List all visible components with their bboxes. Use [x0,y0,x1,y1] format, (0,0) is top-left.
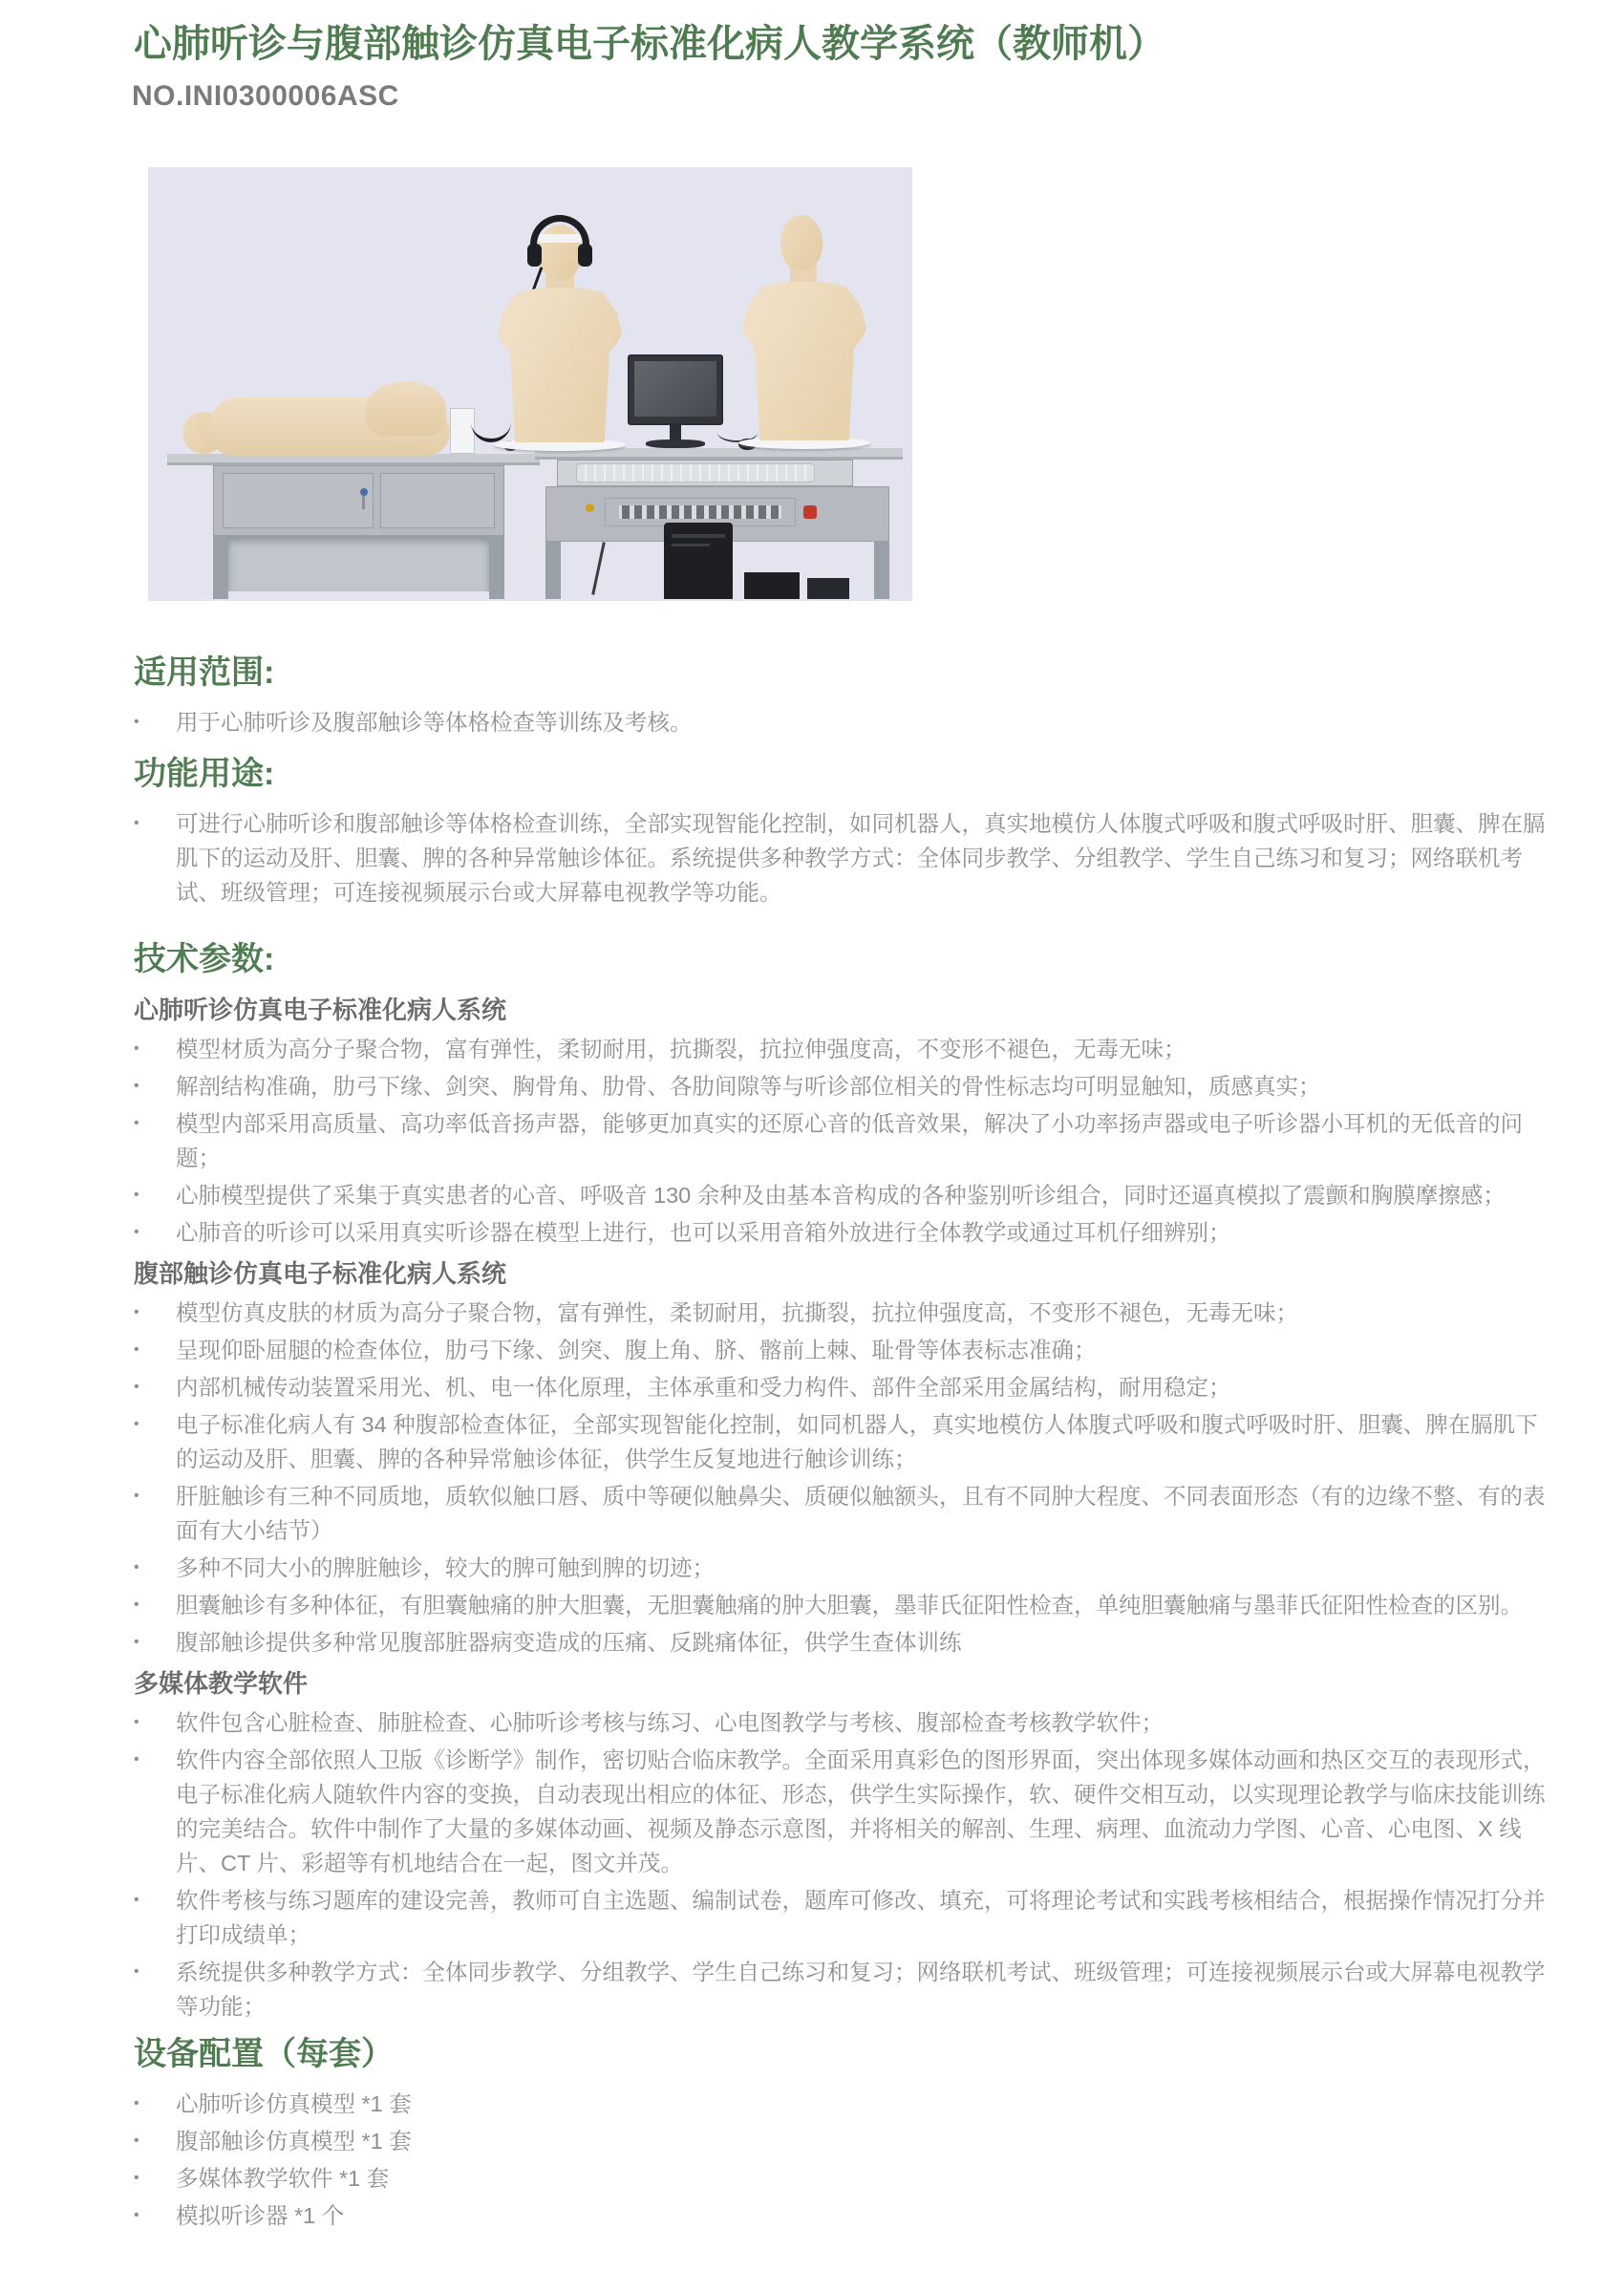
bullet-text: 呈现仰卧屈腿的检查体位，肋弓下缘、剑突、腹上角、脐、髂前上棘、耻骨等体表标志准确； [176,1338,1097,1362]
bullet-dot: • [134,1963,139,1980]
bullet-dot: • [134,1187,139,1203]
bullet-item [134,1551,1546,1585]
bullet-item [134,1705,1546,1740]
left-desk-drawer-2 [380,473,495,528]
section-heading: 适用范围: [134,654,275,691]
keyboard [576,463,815,482]
bullet-dot: • [134,1751,139,1768]
headphones-earcup-left [527,244,542,267]
bullet-text: 心肺音的听诊可以采用真实听诊器在模型上进行，也可以采用音箱外放进行全体教学或通过耳机仔细辨别； [176,1220,1231,1245]
product-photo [148,167,912,601]
bullet-text: 软件包含心脏检查、肺脏检查、心肺听诊考核与练习、心电图教学与考核、腹部检查考核教学软件； [176,1710,1164,1735]
bullet-item [134,1215,1546,1250]
bullet-dot: • [134,1488,139,1504]
drawer-key [362,496,365,509]
bullet-dot: • [134,2207,139,2223]
bullet-item [134,1955,1546,2024]
control-indicator-light [586,504,594,512]
bullet-item [134,1178,1546,1212]
bullet-dot: • [134,2095,139,2111]
bullet-item [134,806,1546,910]
bullet-item [134,1296,1546,1330]
speaker-box [744,572,800,599]
bullet-dot: • [134,1115,139,1131]
bullet-dot: • [134,1040,139,1057]
torso-mannequin-plain [742,282,866,440]
bullet-item [134,1883,1546,1952]
lying-mannequin-hip [366,381,446,437]
pc-tower-drive-slot [672,534,725,538]
bullet-text: 腹部触诊提供多种常见腹部脏器病变造成的压痛、反跳痛体征，供学生查体训练 [176,1630,962,1655]
headphones-earcup-right [578,244,592,267]
bullet-item [134,2087,1546,2121]
bullet-text: 多种不同大小的脾脏触诊，较大的脾可触到脾的切迹； [176,1555,715,1580]
bullet-dot: • [134,1634,139,1650]
section-heading: 功能用途: [134,756,275,792]
bullet-text: 模型材质为高分子聚合物，富有弹性，柔韧耐用，抗撕裂，抗拉伸强度高，不变形不褪色，无毒无味； [176,1037,1186,1061]
bullet-item [134,1069,1546,1104]
bullet-item [134,1106,1546,1175]
bullet-text: 心肺听诊仿真模型 *1 套 [176,2091,412,2116]
gooseneck-microphone [471,418,511,442]
section-heading: 技术参数: [134,941,275,977]
left-desk-leg-2 [489,536,504,599]
left-desk-shelf [228,536,489,591]
section-functions [134,753,1546,912]
bullet-text: 心肺模型提供了采集于真实患者的心音、呼吸音 130 余种及由基本音构成的各种鉴别听诊组合，同时还逼真模拟了震颤和胸膜摩擦感； [176,1183,1506,1208]
section-scope [134,652,1546,742]
torso2-head [780,215,823,270]
headphones-band-icon [530,215,589,247]
bullet-item [134,2198,1546,2233]
right-desk-leg [545,542,561,599]
bullet-item [134,1407,1546,1476]
model-number: NO.INI0300006ASC [132,80,399,112]
bullet-item [134,1032,1546,1066]
bullet-text: 多媒体教学软件 *1 套 [176,2166,390,2191]
subsection-heading-palpation: 腹部触诊仿真电子标准化病人系统 [134,1259,507,1288]
bullet-item [134,1625,1546,1660]
bullet-text: 软件考核与练习题库的建设完善，教师可自主选题、编制试卷，题库可修改、填充，可将理论考试和实践考核相结合，根据操作情况打分并打印成绩单； [176,1888,1546,1947]
section-specs [134,938,1546,2026]
bullet-text: 胆囊触诊有多种体征，有胆囊触痛的肿大胆囊，无胆囊触痛的肿大胆囊，墨菲氏征阳性检查，单纯胆囊触痛与墨菲氏征阳性检查的区别。 [176,1593,1523,1618]
mannequin-control-box [450,408,475,454]
bullet-text: 可进行心肺听诊和腹部触诊等体格检查训练，全部实现智能化控制，如同机器人，真实地模仿人体腹式呼吸和腹式呼吸时肝、胆囊、脾在膈肌下的运动及肝、胆囊、脾的各种异常触诊体征。系统提供多种教学方式：全体同步教学、分组教学、学生自己练习和复习；网络联机考试、班级管理；可连接视频展示台或大屏幕电视教学等功能。 [176,811,1546,905]
left-desk-drawer [223,473,374,528]
bullet-dot: • [134,1714,139,1730]
bullet-dot: • [134,815,139,831]
section-configuration [134,2033,1546,2236]
subsection-heading-software: 多媒体教学软件 [134,1669,309,1698]
bullet-text: 模型仿真皮肤的材质为高分子聚合物，富有弹性，柔韧耐用，抗撕裂，抗拉伸强度高，不变形不褪色，无毒无味； [176,1300,1298,1325]
bullet-item [134,1588,1546,1622]
monitor-base [646,439,705,448]
section-heading: 设备配置（每套） [134,2036,394,2072]
bullet-text: 用于心肺听诊及腹部触诊等体格检查等训练及考核。 [176,710,693,735]
subsection-heading-auscultation: 心肺听诊仿真电子标准化病人系统 [134,996,507,1024]
bullet-item [134,1479,1546,1548]
bullet-dot: • [134,1224,139,1240]
bullet-dot: • [134,1416,139,1432]
bullet-text: 模拟听诊器 *1 个 [176,2203,345,2228]
bullet-text: 软件内容全部依照人卫版《诊断学》制作，密切贴合临床教学。全面采用真彩色的图形界面，突出体现多媒体动画和热区交互的表现形式，电子标准化病人随软件内容的变换，自动表现出相应的体征、形态，供学生实际操作，软、硬件交相互动，以实现理论教学与临床技能训练的完美结合。软件中制作了大量的多媒体动画、视频及静态示意图，并将相关的解剖、生理、病理、血流动力学图、心音、心电图、X 线片、CT 片、彩超等有机地结合在一起，图文并茂。 [176,1747,1546,1875]
bullet-dot: • [134,1559,139,1575]
bullet-dot: • [134,1078,139,1094]
right-desk-leg-2 [874,542,889,599]
power-cable [591,542,606,594]
bullet-dot: • [134,1892,139,1908]
bullet-dot: • [134,1597,139,1613]
bullet-text: 模型内部采用高质量、高功率低音扬声器，能够更加真实的还原心音的低音效果，解决了小功率扬声器或电子听诊器小耳机的无低音的问题； [176,1111,1523,1170]
torso-mannequin-headphones [498,288,622,442]
monitor-stand [670,425,681,439]
bullet-text: 内部机械传动装置采用光、机、电一体化原理，主体承重和受力构件、部件全部采用金属结构，耐用稳定； [176,1375,1231,1400]
bullet-item [134,2124,1546,2158]
pc-tower-detail [672,544,710,546]
bullet-text: 解剖结构准确，肋弓下缘、剑突、胸骨角、肋骨、各肋间隙等与听诊部位相关的骨性标志均可明显触知，质感真实； [176,1074,1321,1099]
bullet-dot: • [134,1379,139,1395]
speaker-box-2 [807,578,849,599]
left-desk-leg [213,536,228,599]
control-red-button [803,505,817,519]
bullet-item [134,705,1546,739]
page-title: 心肺听诊与腹部触诊仿真电子标准化病人教学系统（教师机） [134,23,1165,65]
bullet-dot: • [134,1304,139,1320]
bullet-dot: • [134,1341,139,1358]
bullet-dot: • [134,714,139,730]
bullet-item [134,1333,1546,1367]
bullet-dot: • [134,2132,139,2149]
bullet-item [134,1743,1546,1880]
monitor-screen [634,361,716,417]
headset-mic-boom [532,267,544,290]
drawer-lock-icon [360,488,368,496]
bullet-text: 腹部触诊仿真模型 *1 套 [176,2129,412,2154]
bullet-dot: • [134,2170,139,2186]
bullet-item [134,2161,1546,2196]
bullet-text: 系统提供多种教学方式：全体同步教学、分组教学、学生自己练习和复习；网络联机考试、班级管理；可连接视频展示台或大屏幕电视教学等功能； [176,1960,1546,2019]
bullet-text: 电子标准化病人有 34 种腹部检查体征，全部实现智能化控制，如同机器人，真实地模仿人体腹式呼吸和腹式呼吸时肝、胆囊、脾在膈肌下的运动及肝、胆囊、脾的各种异常触诊体征，供学生反复地进行触诊训练； [176,1412,1538,1471]
bullet-text: 肝脏触诊有三种不同质地，质软似触口唇、质中等硬似触鼻尖、质硬似触额头，且有不同肿大程度、不同表面形态（有的边缘不整、有的表面有大小结节） [176,1484,1546,1543]
bullet-item [134,1370,1546,1404]
